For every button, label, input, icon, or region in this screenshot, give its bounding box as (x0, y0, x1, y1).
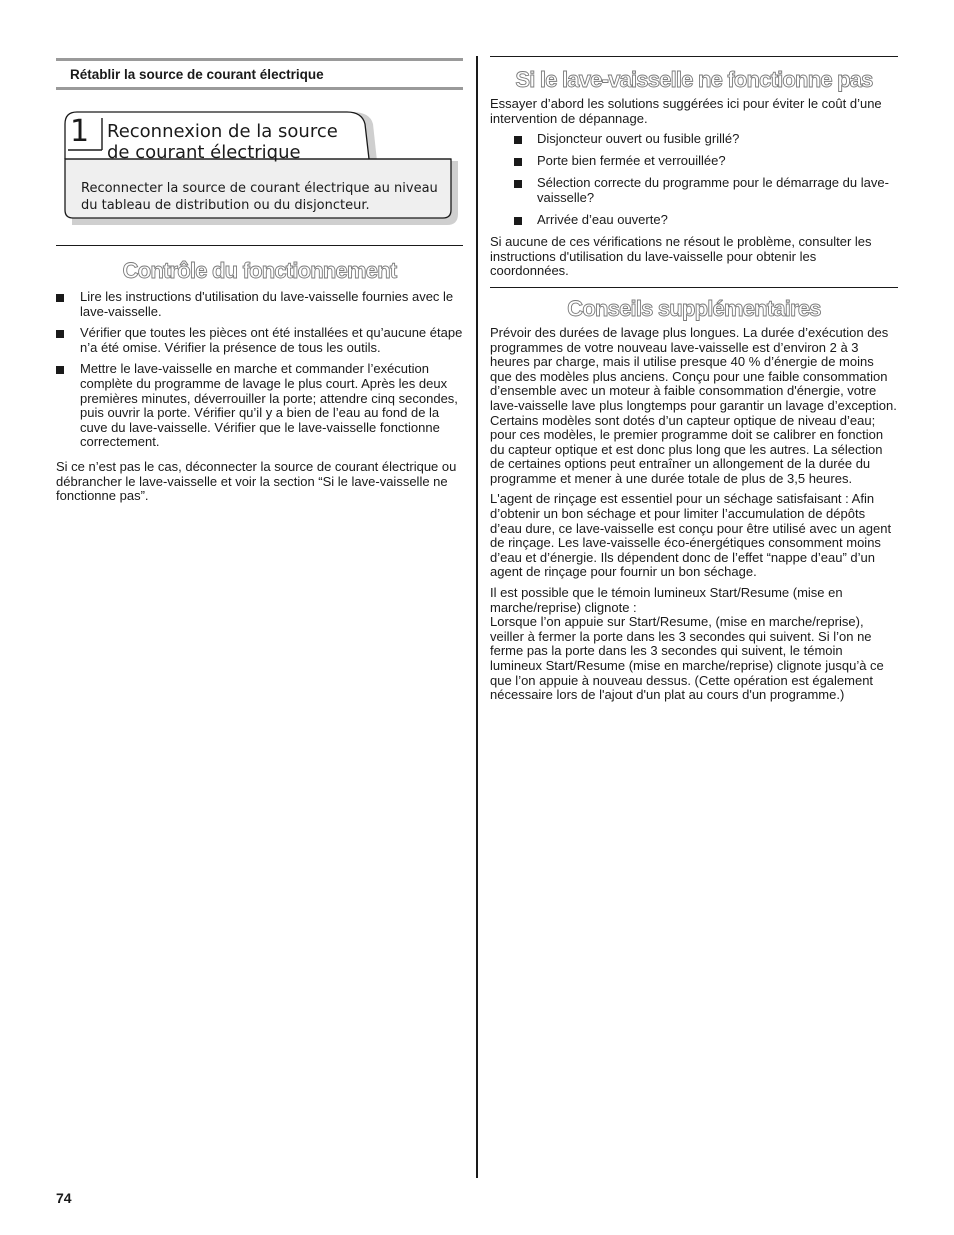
conseils-p2: L'agent de rinçage est essentiel pour un séchage satisfaisant : Afin d’obtenir un bon séchage et pour limiter l’accumulation de dépôts d’eau dure, ce lave-vaisselle est conçu pour être utilisé avec un agent de rinçage. Les lave-vaisselle éco-énergétiques consomment moins d’eau et d’énergie. Ils dépendent donc de l’effet “nappe d’eau” d’un agent de rinçage pour fournir un bon séchage. (490, 491, 892, 580)
list-item-text: Disjoncteur ouvert ou fusible grillé? (537, 131, 740, 147)
list-item (490, 213, 898, 228)
step-title (107, 121, 338, 163)
bullet-square-icon (514, 136, 522, 144)
list-item-text: Porte bien fermée et verrouillée? (537, 153, 726, 169)
left-column (56, 58, 463, 510)
conseils-section (490, 287, 898, 703)
probleme-list (490, 132, 898, 227)
conseils-p3-line2: Lorsque l’on appuie sur Start/Resume, (mise en marche/reprise), veiller à fermer la porte dans les 3 secondes qui suivent. Si l’on ne ferme pas la porte dans les 3 secondes qui suivent, le témoin lumineux Start/Resume (mise en marche/reprise) clignote jusqu’à ce que l’on appuie à nouveau dessus. (Cette opération est également nécessaire lors de l'ajout d'un plat au cours d'un programme.) (490, 614, 884, 703)
controle-section (56, 245, 463, 504)
right-column (490, 56, 898, 709)
bullet-square-icon (514, 217, 522, 225)
list-item-text: Arrivée d’eau ouverte? (537, 212, 668, 228)
list-item-text: Mettre le lave-vaisselle en marche et commander l’exécution complète du programme de lavage le plus court. Après les deux premières minutes, déverrouiller la porte; attendre cinq secondes, puis ouvrir la porte. Vérifier qu’il y a bien de l’eau au fond de la cuve du lave-vaisselle. Vérifier que le lave-vaisselle fonctionne correctement. (80, 361, 458, 450)
step-title-line2: de courant électrique (107, 142, 301, 163)
probleme-section (490, 56, 898, 279)
step-body: Reconnecter la source de courant électrique au niveau du tableau de distribution ou du disjoncteur. (81, 181, 438, 213)
controle-note: Si ce n’est pas le cas, déconnecter la source de courant électrique ou débrancher le lave-vaisselle et voir la section “Si le lave-vaisselle ne fonctionne pas”. (56, 458, 457, 504)
list-item (56, 290, 463, 319)
list-item-text: Sélection correcte du programme pour le démarrage du lave-vaisselle? (537, 175, 889, 205)
step-title-line1: Reconnexion de la source (107, 121, 338, 142)
section-bar-title: Rétablir la source de courant électrique (70, 67, 324, 82)
bullet-square-icon (514, 158, 522, 166)
list-item (490, 154, 898, 169)
column-divider (476, 56, 478, 1178)
step-number: 1 (70, 114, 90, 149)
section-bar (56, 58, 463, 90)
bullet-square-icon (56, 330, 64, 338)
conseils-title: Conseils supplémentaires (567, 295, 821, 321)
probleme-intro: Essayer d’abord les solutions suggérées ici pour éviter le coût d’une intervention de dépannage. (490, 96, 882, 126)
step-callout (60, 110, 458, 225)
list-item (490, 132, 898, 147)
list-item (56, 362, 463, 450)
probleme-title: Si le lave-vaisselle ne fonctionne pas (515, 67, 873, 92)
controle-list (56, 290, 463, 450)
conseils-p3-line1: Il est possible que le témoin lumineux Start/Resume (mise en marche/reprise) clignote : (490, 585, 843, 615)
bullet-square-icon (56, 294, 64, 302)
bullet-square-icon (56, 366, 64, 374)
list-item (490, 176, 898, 205)
list-item-text: Lire les instructions d'utilisation du lave-vaisselle fournies avec le lave-vaisselle. (80, 289, 454, 319)
conseils-p1: Prévoir des durées de lavage plus longues. La durée d’exécution des programmes de votre nouveau lave-vaisselle est d’environ 2 à 3 heures par charge, mais il utilise presque 40 % d’énergie de moins que des modèles plus anciens. Conçu pour une faible consommation d’ensemble avec un moteur à faible consommation d'énergie, votre lave-vaisselle lave plus longtemps pour garantir un lavage d’exception. Certains modèles sont dotés d’un capteur optique de niveau d’eau; pour ces modèles, le premier programme doit se calibrer en fonction du capteur optique et est donc plus long que les autres. La sélection de certaines options peut entraîner un allongement de la durée du programme et mener à une durée totale de plus de 3,5 heures. (490, 324, 897, 486)
list-item-text: Vérifier que toutes les pièces ont été installées et qu’aucune étape n’a été omise. Vérifier la présence de tous les outils. (80, 325, 463, 355)
controle-title: Contrôle du fonctionnement (122, 258, 397, 283)
probleme-outro: Si aucune de ces vérifications ne résout le problème, consulter les instructions d'utilisation du lave-vaisselle pour obtenir les coordonnées. (490, 234, 872, 279)
bullet-square-icon (514, 180, 522, 188)
page-number: 74 (56, 1190, 72, 1206)
list-item (56, 326, 463, 355)
